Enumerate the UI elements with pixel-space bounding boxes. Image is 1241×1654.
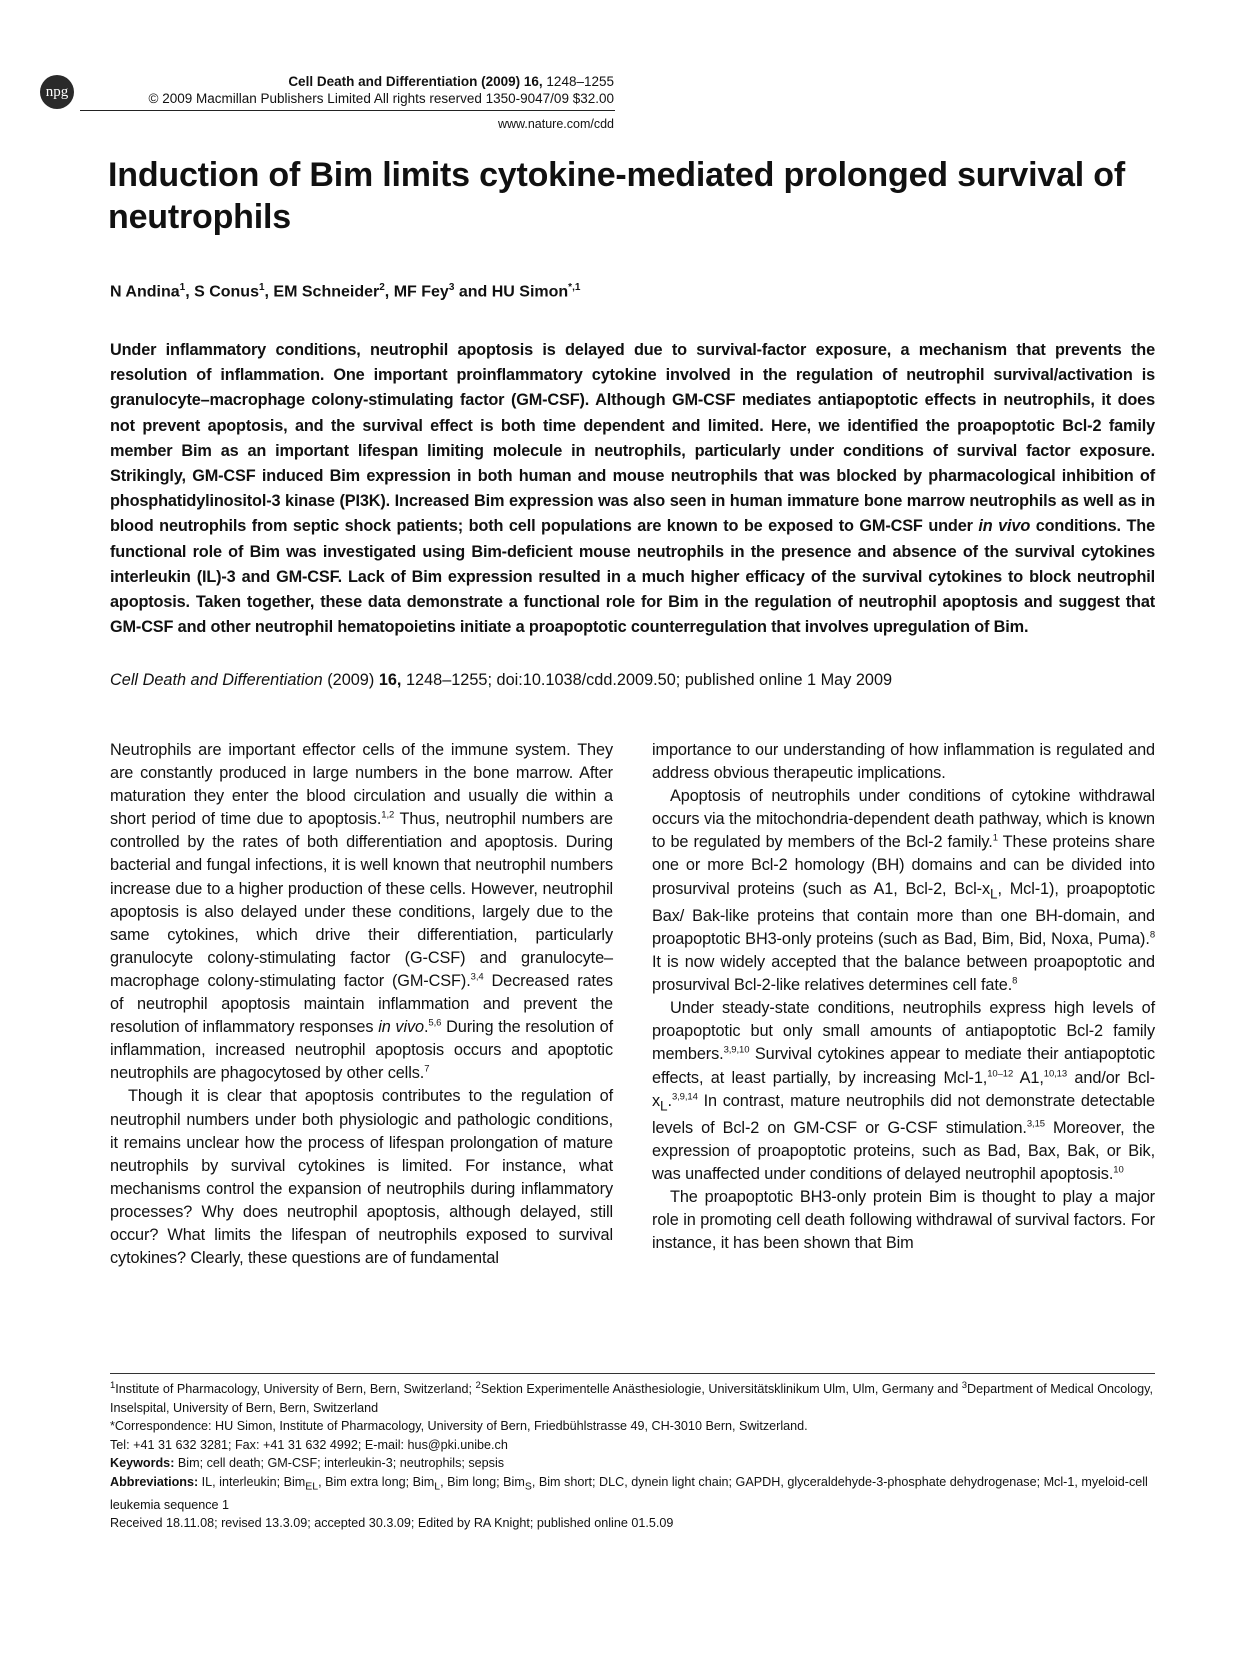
author-affiliation: *,1 xyxy=(568,282,581,293)
citation-superscript: 5,6 xyxy=(428,1017,442,1029)
citation-superscript: 3,15 xyxy=(1026,1118,1045,1130)
citation-superscript: 8 xyxy=(1149,929,1155,941)
correspondence: *Correspondence: HU Simon, Institute of Pharmacology, University of Bern, Friedbühlstrasse 49, CH-3010 Bern, Switzerland. xyxy=(110,1419,808,1433)
subscript: L xyxy=(434,1480,441,1493)
journal-header xyxy=(288,73,614,90)
citation-superscript: 3,4 xyxy=(470,971,484,983)
journal-name: Cell Death and Differentiation xyxy=(288,74,478,89)
body-paragraph: The proapoptotic BH3-only protein Bim is thought to play a major role in promoting cell death following withdrawal of survival factors. For instance, it has been shown that Bim xyxy=(652,1188,1155,1253)
citation-superscript: 1 xyxy=(110,1379,116,1391)
author-affiliation: 1 xyxy=(179,282,186,293)
citation-superscript: 1,2 xyxy=(381,809,395,821)
citation-year: (2009) xyxy=(322,671,379,689)
author-affiliation: 1 xyxy=(258,282,265,293)
abstract-text-cont: conditions. The functional role of Bim was investigated using Bim-deficient mouse neutrophils in the presence and absence of the survival cytokines interleukin (IL)-3 and GM-CSF. Lack of Bim expression resulted in a much higher efficacy of the survival cytokines to block neutrophil apoptosis. Taken together, these data demonstrate a functional role for Bim in the regulation of neutrophil apoptosis and suggest that GM-CSF and other neutrophil hematopoietins initiate a proapoptotic counterregulation that involves upregulation of Bim. xyxy=(110,517,1155,637)
author-name: HU Simon xyxy=(491,283,569,301)
subscript: L xyxy=(660,1097,668,1113)
copyright-line: © 2009 Macmillan Publishers Limited All rights reserved 1350-9047/09 $32.00 xyxy=(148,91,614,106)
subscript: EL xyxy=(305,1480,319,1493)
author-affiliation: 2 xyxy=(379,282,385,293)
subscript: L xyxy=(990,885,998,901)
citation-journal: Cell Death and Differentiation xyxy=(110,671,323,689)
keywords-text: Bim; cell death; GM-CSF; interleukin-3; neutrophils; sepsis xyxy=(174,1456,505,1470)
body-paragraph: Neutrophils are important effector cells of the immune system. They are constantly produced in large numbers in the bone marrow. After maturation they enter the blood circulation and usually die within a short period of time due to apoptosis.$^{1,2}$ Thus, neutrophil numbers are controlled by the rates of both differentiation and apoptosis. During bacterial and fungal infections, it is well known that neutrophil numbers increase due to a higher production of these cells. However, neutrophil apoptosis is also delayed under these conditions, largely due to the same cytokines, which drive their differentiation, particularly granulocyte colony-stimulating factor (G-CSF) and granulocyte–macrophage colony-stimulating factor (GM-CSF).$^{3,4}$ Decreased rates of neutrophil apoptosis maintain inflammation and prevent the resolution of inflammatory responses in vivo.$^{5,6}$ During the resolution of inflammation, increased neutrophil apoptosis occurs and apoptotic neutrophils are phagocytosed by other cells.$^7$ xyxy=(110,741,613,1083)
subscript: S xyxy=(524,1480,532,1493)
citation-line xyxy=(110,669,892,691)
citation-superscript: 10–12 xyxy=(987,1068,1014,1080)
footnotes xyxy=(110,1380,1155,1533)
italic-text: in vivo xyxy=(378,1018,424,1037)
received-dates: Received 18.11.08; revised 13.3.09; accepted 30.3.09; Edited by RA Knight; published online 01.5.09 xyxy=(110,1516,674,1531)
abstract-italic: in vivo xyxy=(978,517,1031,536)
citation-superscript: 3,9,10 xyxy=(723,1045,750,1057)
abstract xyxy=(110,338,1155,640)
citation-superscript: 10,13 xyxy=(1043,1068,1068,1080)
citation-superscript: 3,9,14 xyxy=(671,1091,698,1103)
citation-superscript: 7 xyxy=(424,1063,430,1075)
author-name: S Conus xyxy=(194,283,259,301)
citation-superscript: 8 xyxy=(1012,975,1018,987)
abbreviations-text: IL, interleukin; Bim$_{EL}$, Bim extra long; Bim$_L$, Bim long; Bim$_S$, Bim short; DLC, dynein light chain; GAPDH, glyceraldehyde-3-phosphate dehydrogenase; Mcl-1, myeloid-cell leukemia sequence 1 xyxy=(110,1474,1148,1512)
body-paragraph: Though it is clear that apoptosis contributes to the regulation of neutrophil numbers under both physiologic and pathologic conditions, it remains unclear how the process of lifespan prolongation of mature neutrophils by survival cytokines is limited. For instance, what mechanisms control the expansion of neutrophils during inflammatory processes? Why does neutrophil apoptosis, although delayed, still occur? What limits the lifespan of neutrophils exposed to survival cytokines? Clearly, these questions are of fundamental xyxy=(110,1087,613,1268)
journal-year-volume: (2009) 16, xyxy=(481,74,543,89)
npg-logo: npg xyxy=(40,75,74,109)
body-column-left xyxy=(110,739,613,1270)
contact-line: Tel: +41 31 632 3281; Fax: +41 31 632 4992; E-mail: hus@pki.unibe.ch xyxy=(110,1437,508,1452)
body-paragraph: Apoptosis of neutrophils under conditions of cytokine withdrawal occurs via the mitochondria-dependent death pathway, which is known to be regulated by members of the Bcl-2 family.$^1$ These proteins share one or more Bcl-2 homology (BH) domains and can be divided into prosurvival proteins (such as A1, Bcl-2, Bcl-$x_L$, Mcl-1), proapoptotic Bax/ Bak-like proteins that contain more than one BH-domain, and proapoptotic BH3-only proteins (such as Bad, Bim, Bid, Noxa, Puma).$^8$ It is now widely accepted that the balance between proapoptotic and prosurvival Bcl-2-like relatives determines cell fate.$^8$ xyxy=(652,787,1155,995)
author-name: MF Fey xyxy=(393,283,449,301)
citation-volume: 16, xyxy=(378,671,402,689)
abstract-text: Under inflammatory conditions, neutrophil apoptosis is delayed due to survival-factor exposure, a mechanism that prevents the resolution of inflammation. One important proinflammatory cytokine involved in the regulation of neutrophil survival/activation is granulocyte–macrophage colony-stimulating factor (GM-CSF). Although GM-CSF mediates antiapoptotic effects in neutrophils, it does not prevent apoptosis, and the survival effect is both time dependent and limited. Here, we identified the proapoptotic Bcl-2 family member Bim as an important lifespan limiting molecule in neutrophils, particularly under conditions of survival factor exposure. Strikingly, GM-CSF induced Bim expression in both human and mouse neutrophils that was blocked by pharmacological inhibition of phosphatidylinositol-3 kinase (PI3K). Increased Bim expression was also seen in human immature bone marrow neutrophils as well as in blood neutrophils from septic shock patients; both cell populations are known to be exposed to GM-CSF under xyxy=(110,341,1155,536)
journal-pages: 1248–1255 xyxy=(546,74,614,89)
citation-doi: 1248–1255; doi:10.1038/cdd.2009.50; published online 1 May 2009 xyxy=(401,671,893,689)
header-rule xyxy=(80,110,615,111)
abbreviations-label: Abbreviations: xyxy=(110,1474,199,1489)
author-list: N Andina$^1$, S Conus$^1$, EM Schneider$^2$, MF Fey$^3$ and HU Simon$^{*,1}$ xyxy=(110,282,581,301)
journal-url[interactable]: www.nature.com/cdd xyxy=(497,117,614,131)
keywords xyxy=(110,1454,1155,1473)
citation-superscript: 10 xyxy=(1113,1164,1124,1176)
author-name: EM Schneider xyxy=(273,283,380,301)
abbreviations xyxy=(110,1473,1155,1515)
body-paragraph: Under steady-state conditions, neutrophils express high levels of proapoptotic but only small amounts of antiapoptotic Bcl-2 family members.$^{3,9,10}$ Survival cytokines appear to mediate their antiapoptotic effects, at least partially, by increasing Mcl-1,$^{10-12}$ A1,$^{10,13}$ and/or Bcl-$x_L.^{3,9,14}$ In contrast, mature neutrophils did not demonstrate detectable levels of Bcl-2 on GM-CSF or G-CSF stimulation.$^{3,15}$ Moreover, the expression of proapoptotic proteins, such as Bad, Bax, Bak, or Bik, was unaffected under conditions of delayed neutrophil apoptosis.$^{10}$ xyxy=(652,999,1155,1184)
keywords-label: Keywords: xyxy=(110,1456,175,1470)
affiliations: $^1$Institute of Pharmacology, University of Bern, Bern, Switzerland; $^2$Sektion Experimentelle Anästhesiologie, Universitätsklinikum Ulm, Ulm, Germany and $^3$Department of Medical Oncology, Inselspital, University of Bern, Bern, Switzerland xyxy=(110,1379,1153,1415)
body-column-right xyxy=(652,739,1155,1256)
footnote-rule xyxy=(110,1373,1155,1374)
body-paragraph: importance to our understanding of how inflammation is regulated and address obvious therapeutic implications. xyxy=(652,741,1155,783)
citation-superscript: 1 xyxy=(992,832,998,844)
author-affiliation: 3 xyxy=(448,282,455,293)
author-name: N Andina xyxy=(110,283,180,301)
article-title: Induction of Bim limits cytokine-mediated prolonged survival of neutrophils xyxy=(108,156,1125,236)
citation-superscript: 3 xyxy=(961,1379,967,1391)
citation-superscript: 2 xyxy=(475,1379,481,1391)
